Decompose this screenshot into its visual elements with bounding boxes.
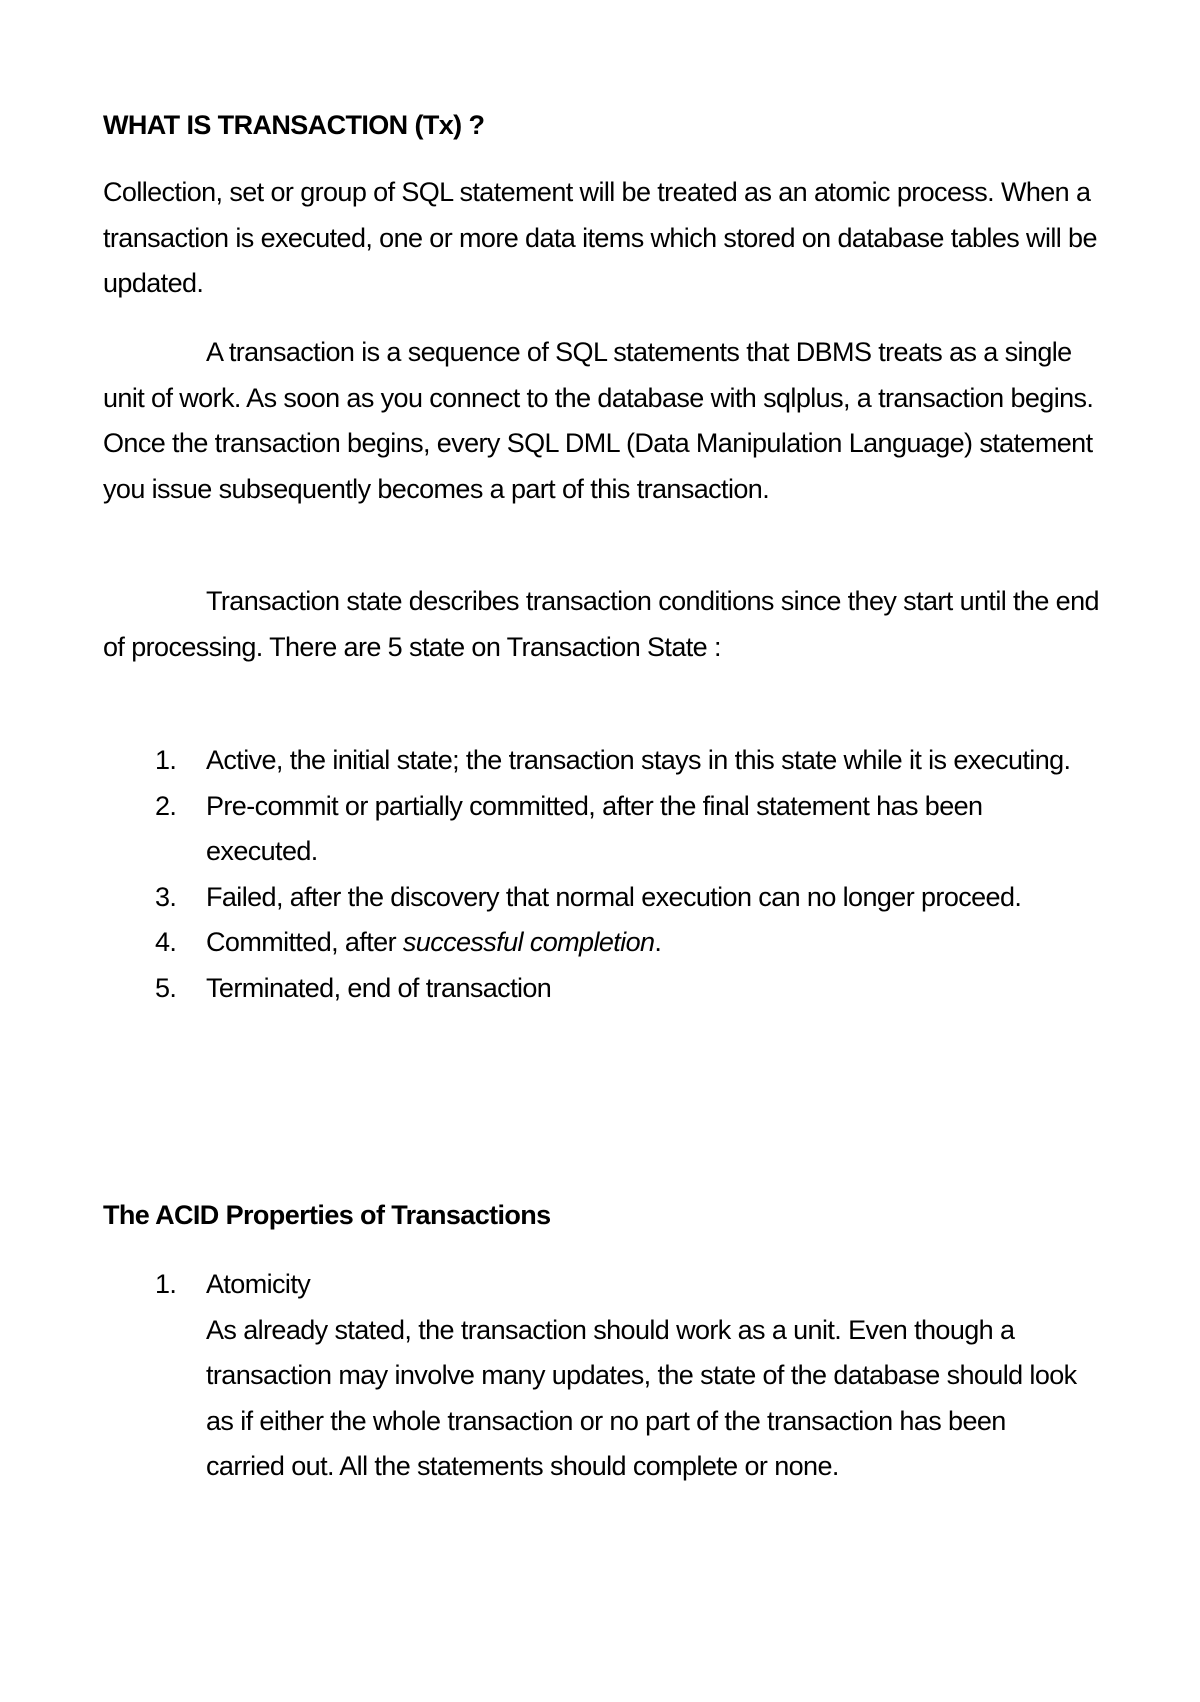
transaction-states-list [0, 738, 1120, 1011]
list-number: 2. [155, 790, 177, 821]
text-italic: successful completion [402, 927, 655, 957]
list-item [0, 784, 1086, 875]
list-item [0, 966, 1086, 1012]
list-item [0, 1262, 1086, 1490]
list-item [0, 920, 1086, 966]
list-item-text: Pre-commit or partially committed, after the final statement has been executed. [206, 790, 983, 866]
paragraph-definition: Collection, set or group of SQL statement will be treated as an atomic process. When a transaction is executed, one or more data items which stored on database tables will be updated. [103, 177, 1097, 298]
list-item [0, 875, 1086, 921]
list-item-text: Failed, after the discovery that normal execution can no longer proceed. [206, 881, 1022, 912]
property-name: Atomicity [206, 1269, 311, 1299]
list-number: 3. [155, 881, 177, 912]
text-suffix: . [654, 927, 662, 957]
list-number: 5. [155, 972, 177, 1003]
property-description: As already stated, the transaction should work as a unit. Even though a transaction may involve many updates, the state of the database should look as if either the whole transaction or no part of the transaction has been carried out. All the statements should complete or none. [206, 1314, 1077, 1481]
list-item-text: Terminated, end of transaction [206, 972, 552, 1003]
list-item-text [206, 920, 1086, 966]
list-item [0, 738, 1086, 784]
paragraph-transaction-state: Transaction state describes transaction conditions since they start until the end of processing. There are 5 state on Transaction State : [103, 586, 1099, 662]
list-number: 1. [155, 1269, 177, 1299]
text-prefix: Committed, after [206, 927, 403, 957]
list-number: 1. [155, 745, 177, 775]
section-title-acid: The ACID Properties of Transactions [103, 1200, 551, 1230]
section-title-transaction: WHAT IS TRANSACTION (Tx) ? [103, 110, 485, 140]
list-number: 4. [155, 927, 177, 957]
list-item-text: Active, the initial state; the transaction stays in this state while it is executing. [206, 745, 1071, 775]
acid-properties-list [0, 1262, 1120, 1490]
paragraph-sequence: A transaction is a sequence of SQL statements that DBMS treats as a single unit of work. As soon as you connect to the database with sqlplus, a transaction begins. Once the transaction begins, every SQL DML (Data Manipulation Language) statement you issue subsequently becomes a part of this transaction. [103, 337, 1094, 504]
